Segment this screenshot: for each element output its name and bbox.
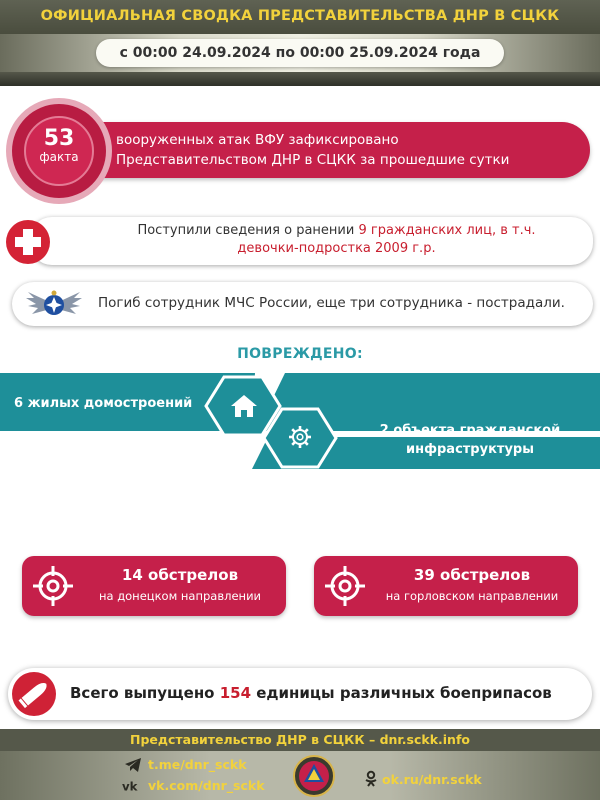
sckk-emblem-icon bbox=[293, 755, 335, 797]
svg-text:vk: vk bbox=[122, 779, 138, 794]
shelling-direction: на горловском направлении bbox=[385, 589, 559, 603]
attacks-unit: факта bbox=[39, 150, 79, 164]
vk-icon bbox=[122, 777, 140, 795]
shelling-count: 14 обстрелов bbox=[121, 566, 239, 584]
odnoklassniki-icon bbox=[362, 770, 380, 788]
damaged-infra-line-1: 2 объекта гражданской bbox=[379, 423, 561, 438]
target-icon bbox=[30, 563, 76, 609]
shelling-count: 39 обстрелов bbox=[413, 566, 531, 584]
attacks-line-2: Представительством ДНР в СЦКК за прошедшие сутки bbox=[116, 152, 510, 168]
wounded-card bbox=[30, 217, 593, 265]
gear-icon bbox=[288, 425, 312, 449]
bullet-icon bbox=[12, 672, 56, 716]
target-icon bbox=[322, 563, 368, 609]
mchs-text: Погиб сотрудник МЧС России, еще три сотрудника - пострадали. bbox=[98, 295, 565, 311]
ammo-prefix: Всего выпущено bbox=[70, 684, 220, 702]
mchs-card bbox=[12, 282, 593, 326]
wounded-prefix: Поступили сведения о ранении bbox=[137, 223, 359, 238]
footer-links bbox=[0, 751, 600, 800]
ammo-suffix: единицы различных боеприпасов bbox=[251, 684, 552, 702]
footer-title: Представительство ДНР в СЦКК – dnr.sckk.info bbox=[130, 732, 470, 747]
telegram-icon bbox=[124, 756, 142, 774]
ammo-number: 154 bbox=[219, 684, 252, 702]
damaged-infra-line-2: инфраструктуры bbox=[406, 442, 534, 457]
damaged-infrastructure bbox=[360, 421, 580, 459]
shelling-direction: на донецком направлении bbox=[98, 589, 262, 603]
attacks-line-1: вооруженных атак ВФУ зафиксировано bbox=[116, 132, 399, 148]
ok-link[interactable]: ok.ru/dnr.sckk bbox=[382, 772, 482, 787]
medical-cross-icon bbox=[6, 220, 50, 264]
attacks-banner bbox=[86, 122, 590, 178]
footer-title-bar bbox=[0, 729, 600, 751]
ammo-text bbox=[70, 684, 552, 702]
damaged-title: ПОВРЕЖДЕНО: bbox=[237, 346, 363, 362]
shelling-card-gorlovka bbox=[314, 556, 578, 616]
page-title: ОФИЦИАЛЬНАЯ СВОДКА ПРЕДСТАВИТЕЛЬСТВА ДНР В СЦКК bbox=[40, 8, 560, 24]
damaged-houses: 6 жилых домостроений bbox=[14, 396, 193, 411]
period-label: с 00:00 24.09.2024 по 00:00 25.09.2024 года bbox=[96, 39, 504, 67]
date-row bbox=[0, 34, 600, 72]
shelling-card-donetsk bbox=[22, 556, 286, 616]
attacks-count-badge bbox=[12, 104, 106, 198]
house-icon bbox=[230, 393, 258, 419]
vk-link[interactable]: vk.com/dnr_sckk bbox=[148, 778, 265, 793]
attacks-count: 53 bbox=[43, 126, 75, 151]
header-bar bbox=[0, 0, 600, 34]
header-divider bbox=[0, 72, 600, 86]
ammo-card bbox=[8, 668, 592, 720]
telegram-link[interactable]: t.me/dnr_sckk bbox=[148, 757, 247, 772]
mchs-emblem-icon bbox=[24, 284, 84, 324]
wounded-highlight-2: девочки-подростка 2009 г.р. bbox=[237, 241, 436, 256]
wounded-highlight-1: 9 гражданских лиц, в т.ч. bbox=[358, 223, 536, 238]
